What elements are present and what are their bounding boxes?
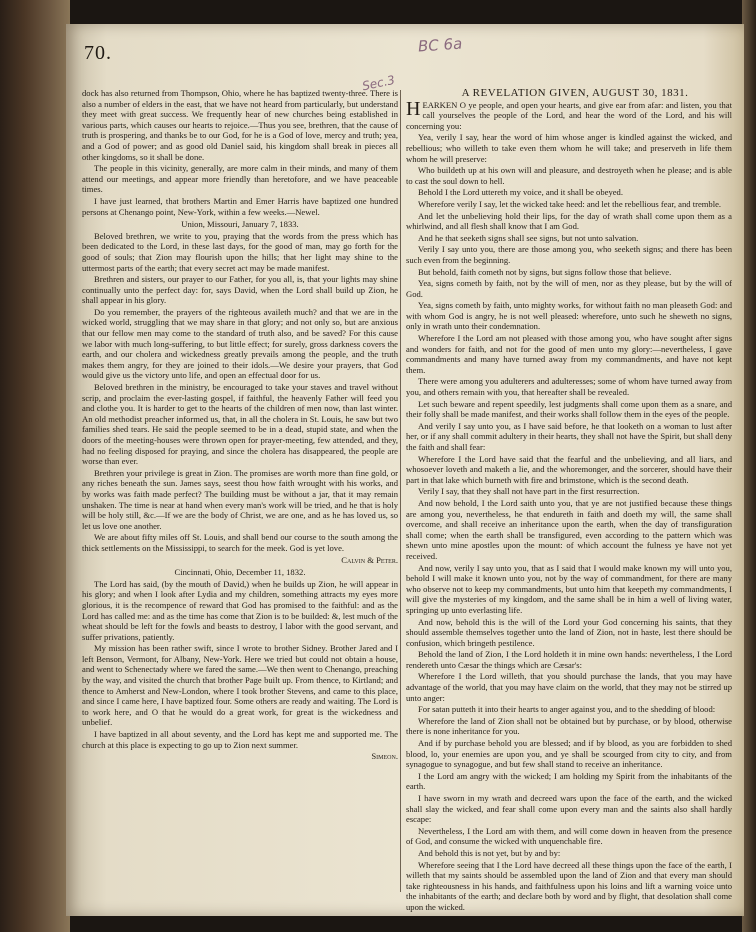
left-paragraph: The people in this vicinity, generally, are more calm in their minds, and many of them attend our meetings, and appear more friendly than heretofore, and we have peaceable times.	[82, 163, 398, 195]
revelation-paragraph: And if by purchase behold you are blessed; and if by blood, as you are forbidden to shed blood, lo, your enemies are upon you, and ye shall be scourged from city to city, and from synagogue to synagogue, and but few shall stand to receive an inheritance.	[406, 738, 732, 770]
letter-two-paragraph: My mission has been rather swift, since I wrote to brother Sidney. Brother Jared and I left Benson, Vermont, for Albany, New-York. Here we tried but could not obtain a house, and went to Schenectady where we fared the same.—We then went to Chenango, preaching by the way, and visited the church that brother Page built up. From thence, to Kirtland; and thence to Amherst and New-London, where I took brother Stevens, and came to this place, and since I came here, I have baptized four. Some others are ready and waiting. The Lord is to work here, and O that he would do a great work, for great is the wickedness and unbelief.	[82, 643, 398, 728]
letter-one-paragraph: Brethren and sisters, our prayer to our Father, for you all, is, that your lights may shine continually unto the perfect day: for, says David, when the Lord shall build up Zion, he shall appear in his glory.	[82, 274, 398, 306]
letter-one-dateline: Union, Missouri, January 7, 1833.	[181, 219, 299, 230]
revelation-paragraph: And now, behold this is the will of the Lord your God concerning his saints, that they should assemble themselves together unto the land of Zion, not in haste, lest there should be confusion, which bringeth pestilence.	[406, 616, 732, 648]
drop-cap: H	[406, 97, 421, 120]
letter-one-paragraph: Beloved brethren, we write to you, praying that the words from the press which has been dedicated to the Lord, in these last days, for the good of man, may go forth for the good of souls; that Zion may flourish upon the hills; that her light may shine to the uttermost parts of the earth; that every secret act may be made manifest.	[82, 230, 398, 273]
revelation-paragraph: Verily I say, that they shall not have part in the first resurrection.	[418, 486, 640, 497]
book-page	[66, 24, 744, 916]
left-paragraph: dock has also returned from Thompson, Ohio, where he has baptized twenty-three. There is also a number of elders in the east, that we have not heard from particularly, but understand they meet with great success. We frequently hear of new churches being established in various parts, which causes our hearts to rejoice.—Thus you see, brethren, that the cause of truth is prospering, and thanks be to our God, for he is a God of love, mercy and truth; yea, and a God of power; and as good old Daniel said, his kingdom shall break in pieces all other kingdoms, so it shall be done.	[82, 88, 398, 162]
revelation-paragraph: Nevertheless, I the Lord am with them, and will come down in heaven from the presence of God, and consume the wicked with unquenchable fire.	[406, 825, 732, 847]
revelation-paragraph: Who buildeth up at his own will and pleasure, and destroyeth when he please; and is able to cast the soul down to hell.	[406, 165, 732, 186]
left-paragraph: I have just learned, that brothers Martin and Emer Harris have baptized one hundred persons at Chenango point, New-York, within a few weeks.—Newel.	[82, 195, 398, 217]
revelation-paragraph: For satan putteth it into their hearts to anger against you, and to the shedding of blood:	[418, 704, 716, 715]
revelation-paragraph: And verily I say unto you, as I have said before, he that looketh on a woman to lust after her, or if any shall commit adultery in their hearts, they shall not have the Spirit, but shall deny the faith and shall fear:	[406, 420, 732, 452]
revelation-paragraph: Wherefore verily I say, let the wicked take heed: and let the rebellious fear, and tremble.	[418, 198, 722, 209]
book-edge-right	[742, 0, 756, 932]
letter-one-paragraph: Do you remember, the prayers of the righteous availeth much? and that we are in the wicked world, struggling that we may share in that glory; and not only so, but are anxious that our fellow men may come to the standard of truth also, and be saved? For this cause we labor with much long-suffering, to but little effect; for surely, gross darkness covers the earth, and our cholera and wickedness greatly prevails among the people, and the truth makes them angry, for they are joined to their idols.—We desire your prayers, that God would give us the victory unto life, and open an effectual door for us.	[82, 306, 398, 381]
handwritten-note: Sec.3	[360, 72, 397, 94]
letter-two-dateline: Cincinnati, Ohio, December 11, 1832.	[174, 567, 306, 578]
revelation-paragraph: Wherefore I the Lord am not pleased with those among you, who have sought after signs and wonders for faith, and not for the good of men unto my glory:—nevertheless, I gave commandments and many have turned away from my commandments, and have not kept them.	[406, 333, 732, 375]
revelation-paragraph: Behold the land of Zion, I the Lord holdeth it in mine own hands: nevertheless, I the Lord rendereth unto Cæsar the things which are Cæsar's:	[406, 649, 732, 670]
revelation-paragraph	[406, 97, 732, 132]
revelation-paragraph: Wherefore the land of Zion shall not be obtained but by purchase, or by blood, otherwise there is none inheritance for you.	[406, 715, 732, 737]
revelation-paragraph: Yea, signs cometh by faith, unto mighty works, for without faith no man pleaseth God: and with whom God is angry, he is not well pleased: wherefore, unto such he sheweth no signs, only in wrath unto their condemnation.	[406, 300, 732, 332]
right-column	[406, 87, 732, 912]
revelation-paragraph: I have sworn in my wrath and decreed wars upon the face of the earth, and the wicked shall slay the wicked, and fear shall come upon every man and the saints also shall hardly escape:	[406, 793, 732, 825]
revelation-paragraph: Wherefore I the Lord have said that the fearful and the unbelieving, and all liars, and whosoever loveth and maketh a lie, and the whoremonger, and the sorcerer, should have their part in that lake which burneth with fire and brimstone, which is the second death.	[406, 453, 732, 485]
revelation-paragraph: Verily I say unto you, there are those among you, who seeketh signs; and there has been such even from the beginning.	[406, 244, 732, 265]
revelation-paragraph: There were among you adulterers and adulteresses; some of whom have turned away from you, and others remain with you, that hereafter shall be revealed.	[406, 376, 732, 398]
revelation-paragraph: Wherefore seeing that I the Lord have decreed all these things upon the face of the earth, I willeth that my saints should be assembled upon the land of Zion and that every man should take righteousness in his hands, and faithfulness upon his loins and lift a warning voice unto the inhabitants of the earth; and declare both by word and by flight, that desolation shall come upon the wicked.	[406, 859, 732, 912]
letter-one-paragraph: We are about fifty miles off St. Louis, and shall bend our course to the south among the thick settlements on the Mississippi, to search for the meek. God is yet love.	[82, 532, 398, 553]
letter-two-signature: Simeon.	[371, 751, 398, 762]
revelation-paragraph: And now, verily I say unto you, that as I said that I would make known my will unto you, behold I will make it known unto you, not by the way of commandment, for there are many who observe not to keep my commandments, but unto him that keepeth my commandments, I will give the mysteries of my kingdom, and the same shall be in him a well of living water, springing up unto everlasting life.	[406, 562, 732, 615]
left-column	[82, 88, 398, 898]
page-number: 70.	[84, 42, 112, 64]
letter-two-paragraph: The Lord has said, (by the mouth of David,) when he builds up Zion, he will appear in his glory; and when I look after Lydia and my children, something attracts my eyes more glorious, it is the recompence of reward that God has promised to the faithful: and as the Lord has called me: and as the time has come that Zion is to be builded: &, lest much of the wheat should be left for the fowls and beasts to destroy, I labor with the good servant, and suffer privations, patiently.	[82, 578, 398, 642]
letter-one-paragraph: Beloved brethren in the ministry, be encouraged to take your staves and travel without scrip, and proclaim the ever-lasting gospel, if faithful, the heavenly Father will feed you and clothe you. It is harder to get to the hearts of the children of men now, than last winter. An old methodist preacher informed us, that, in all the cholera in St. Louis, he saw but two families shed tears. He said the people seemed to be in a dead, stupid state, and when the doors of the meeting-houses were thrown open for prayer-meeting, few attended, and they, had no feeling disposed for praying, and since the cholera has disappeared, the people are worse than ever.	[82, 382, 398, 467]
revelation-paragraph: Wherefore I the Lord willeth, that you should purchase the lands, that you may have advantage of the world, that you may have claim on the world, that they may not be stirred up unto anger:	[406, 671, 732, 703]
revelation-paragraph: Let such beware and repent speedily, lest judgments shall come upon them as a snare, and their folly shall be made manifest, and their works shall follow them in the eyes of the people.	[406, 398, 732, 420]
revelation-paragraph: And he that seeketh signs shall see signs, but not unto salvation.	[418, 232, 639, 243]
letter-one-signature: Calvin & Peter.	[341, 554, 398, 565]
column-divider	[400, 90, 401, 892]
revelation-opening-text: EARKEN O ye people, and open your hearts, and give ear from afar: and listen, you that call yourselves the people of the Lord, and hear the word of the Lord, and his will concerning you:	[406, 99, 732, 131]
catalog-mark: BC 6a	[417, 34, 463, 56]
revelation-paragraph: Yea, signs cometh by faith, not by the will of men, nor as they please, but by the will of God.	[406, 278, 732, 299]
revelation-paragraph: Behold I the Lord uttereth my voice, and it shall be obeyed.	[418, 187, 623, 198]
revelation-paragraph: But behold, faith cometh not by signs, but signs follow those that believe.	[418, 266, 672, 277]
revelation-paragraph: And behold this is not yet, but by and by:	[418, 847, 561, 858]
letter-one-paragraph: Brethren your privilege is great in Zion. The promises are worth more than fine gold, or any riches beneath the sun. James says, seest thou how faith wrought with his works, and by works was faith made perfect? The building must be without a jar, that it may remain unshaken. The time is near at hand when every man's work will be tried, and he that is holy will be holy still, &c.—If we are the body of Christ, we are one, and as he has loved us, so let us love one another.	[82, 467, 398, 531]
revelation-paragraph: I the Lord am angry with the wicked; I am holding my Spirit from the inhabitants of the earth.	[406, 770, 732, 792]
revelation-paragraph: And let the unbelieving hold their lips, for the day of wrath shall come upon them as a whirlwind, and all flesh shall know that I am God.	[406, 210, 732, 232]
book-binding	[0, 0, 70, 932]
revelation-paragraph: Yea, verily I say, hear the word of him whose anger is kindled against the wicked, and rebellious; who willeth to take even them whom he will take; and preserveth in life them whom he will preserve:	[406, 132, 732, 164]
revelation-paragraph: And now behold, I the Lord saith unto you, that ye are not justified because these things are among you, nevertheless, he that endureth in faith and doeth my will, the same shall overcome, and shall receive an inheritance upon the earth, when the day of transfiguration shall come; when the earth shall be transfigured, even according to the pattern which was shewn unto mine apostles upon the mount: of which account the fulness ye have not yet received.	[406, 497, 732, 561]
revelation-heading: A REVELATION GIVEN, AUGUST 30, 1831.	[461, 87, 689, 99]
letter-two-paragraph: I have baptized in all about seventy, and the Lord has kept me and supported me. The church at this place is expecting to go up to Zion next summer.	[82, 729, 398, 750]
